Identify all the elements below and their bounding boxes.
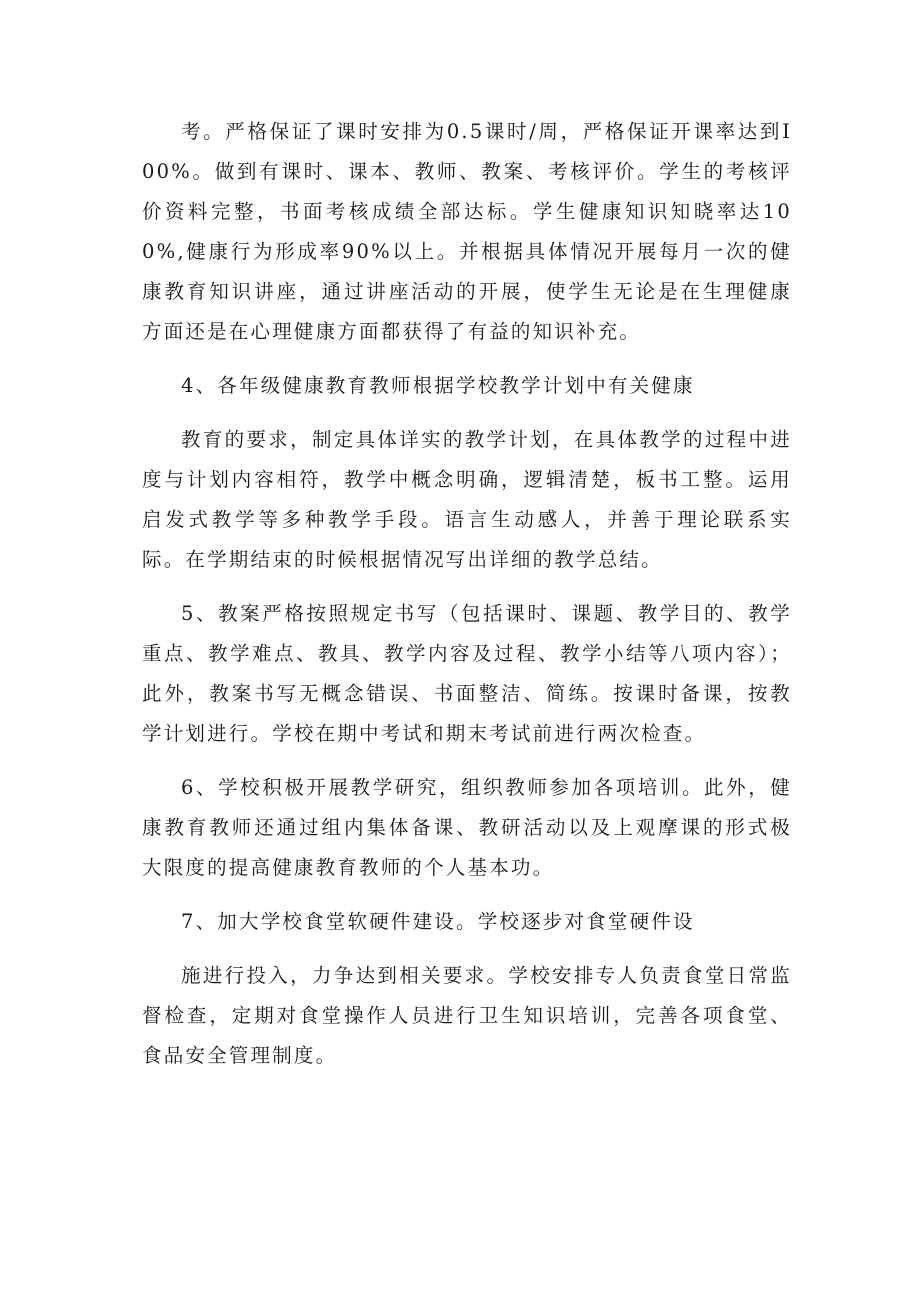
paragraph-item-4-body: 教育的要求，制定具体详实的教学计划，在具体教学的过程中进度与计划内容相符，教学中概念明确，逻辑清楚，板书工整。运用启发式教学等多种教学手段。语言生动感人，并善于理论联系实际。在学期结束的时候根据情况写出详细的教学总结。 [142,428,792,571]
paragraph-item-7-body: 施进行投入，力争达到相关要求。学校安排专人负责食堂日常监督检查，定期对食堂操作人员进行卫生知识培训，完善各项食堂、食品安全管理制度。 [142,964,792,1067]
paragraph-item-4-heading: 4、各年级健康教育教师根据学校教学计划中有关健康 [181,374,695,397]
paragraph-exam-schedule: 考。严格保证了课时安排为0.5课时/周，严格保证开课率达到I00%。做到有课时、课本、教师、教案、考核评价。学生的考核评价资料完整，书面考核成绩全部达标。学生健康知识知晓率达100%,健康行为形成率90%以上。并根据具体情况开展每月一次的健康教育知识讲座，通过讲座活动的开展，使学生无论是在生理健康方面还是在心理健康方面都获得了有益的知识补充。 [142,120,792,343]
paragraph-item-7-heading: 7、加大学校食堂软硬件建设。学校逐步对食堂硬件设 [181,910,695,933]
paragraph-item-6: 6、学校积极开展教学研究，组织教师参加各项培训。此外，健康教育教师还通过组内集体备课、教研活动以及上观摩课的形式极大限度的提高健康教育教师的个人基本功。 [142,776,792,879]
paragraph-item-5: 5、教案严格按照规定书写（包括课时、课题、教学目的、教学重点、教学难点、教具、教学内容及过程、教学小结等八项内容）；此外，教案书写无概念错误、书面整洁、简练。按课时备课，按教学计划进行。学校在期中考试和期末考试前进行两次检查。 [142,602,792,745]
document-body [142,112,792,1090]
